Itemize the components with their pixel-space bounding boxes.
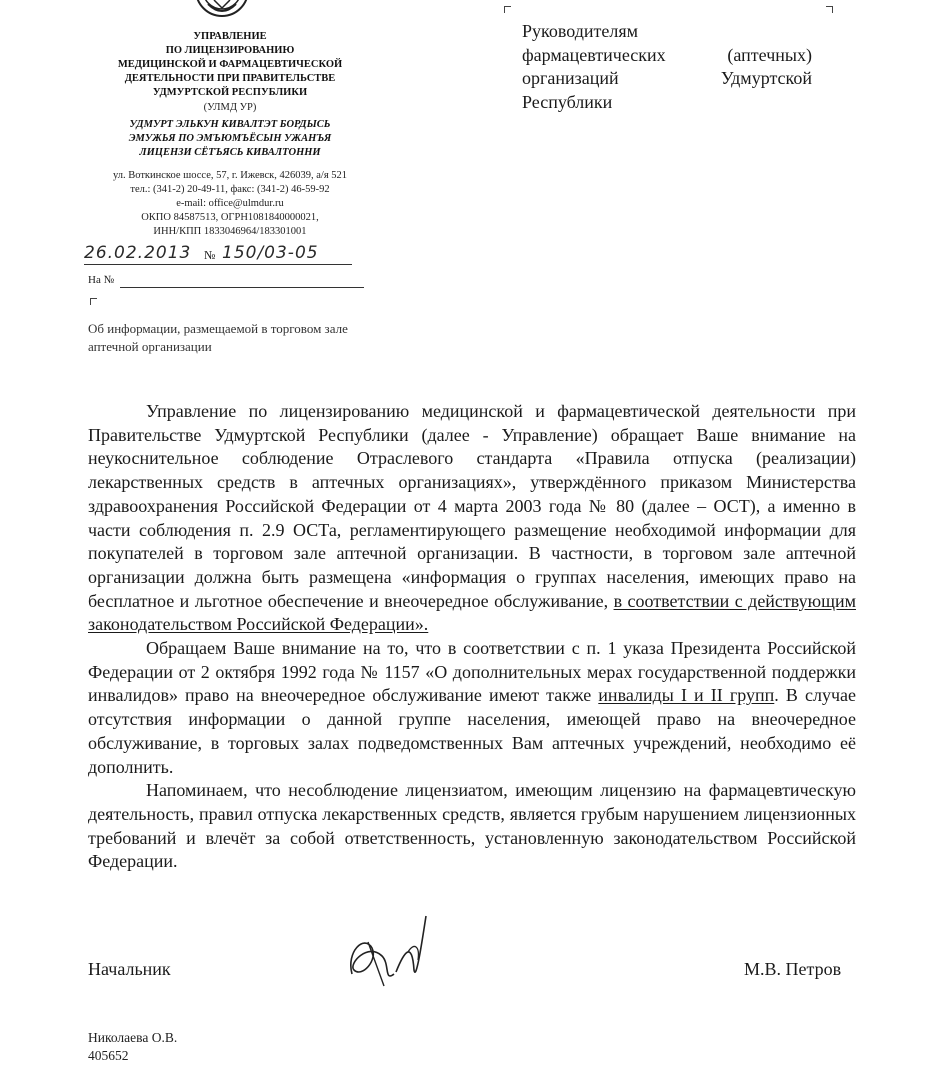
org-name-udmurt-line: ЭМУЖЬЯ ПО ЭМЪЮМЪЁСЫН УЖАНЪЯ	[128, 133, 332, 144]
letterhead-contacts	[80, 169, 380, 239]
underlined-text: инвалиды I и II групп	[598, 685, 775, 706]
addressee-corner-mark-right	[826, 6, 833, 13]
phone-line: тел.: (341-2) 20-49-11, факс: (341-2) 46-59-92	[130, 184, 330, 195]
email-line: e-mail: office@ulmdur.ru	[176, 198, 284, 209]
body-paragraph-3: Напоминаем, что несоблюдение лицензиатом, имеющим лицензию на фармацевтическую деятельность, правил отпуска лекарственных средств, является грубым нарушением лицензионных требований и влечёт за собой ответственность, установленную законодательством Российской Федерации.	[88, 780, 856, 872]
org-name-line: ДЕЯТЕЛЬНОСТИ ПРИ ПРАВИТЕЛЬСТВЕ	[124, 73, 336, 84]
outgoing-date: 26.02.2013	[84, 243, 192, 263]
handwritten-signature	[334, 912, 444, 994]
paragraph-text: . В случае отсутствия информации о данной группе населения, имеющей право на внеочередное обслуживание, в торговых залах подведомственных Вам аптечных учреждений, необходимо её дополнить.	[88, 685, 856, 777]
org-name-udmurt-line: ЛИЦЕНЗИ СЁТЪЯСЬ КИВАЛТОННИ	[139, 147, 321, 158]
letter-body	[88, 400, 856, 874]
org-name-line: УПРАВЛЕНИЕ	[193, 31, 267, 42]
addressee-corner-mark-left	[504, 6, 511, 13]
executor-block	[88, 1029, 177, 1065]
addressee-line: организаций Удмуртской	[522, 68, 812, 88]
body-paragraph-2	[88, 637, 856, 779]
org-name-line: МЕДИЦИНСКОЙ И ФАРМАЦЕВТИЧЕСКОЙ	[117, 59, 343, 70]
executor-name: Николаева О.В.	[88, 1030, 178, 1045]
letterhead-org-name-udmurt	[80, 118, 380, 160]
underlined-text: в соответствии с действующим законодательством Российской Федерации».	[88, 590, 857, 635]
addressee-line: Республики	[522, 91, 613, 112]
coat-of-arms-icon	[192, 0, 252, 20]
letter-subject: Об информации, размещаемой в торговом зале аптечной организации	[88, 321, 348, 354]
letterhead-org-name	[80, 30, 380, 100]
executor-phone: 405652	[88, 1048, 129, 1063]
signatory-name: М.В. Петров	[744, 959, 842, 979]
org-name-line: УДМУРТСКОЙ РЕСПУБЛИКИ	[152, 87, 308, 98]
okpo-line: ОКПО 84587513, ОГРН1081840000021,	[141, 212, 319, 223]
reply-to-label: На №	[88, 274, 115, 286]
body-paragraph-1	[88, 400, 856, 637]
paragraph-text: Обращаем Ваше внимание на то, что в соответствии с п. 1 указа Президента Российской Федерации от 2 октября 1992 года № 1157 «О дополнительных мерах государственной поддержки инвалидов» право на внеочередное обслуживание имеют также	[88, 638, 856, 706]
paragraph-text: Управление по лицензированию медицинской и фармацевтической деятельности при Правительстве Удмуртской Республики (далее - Управление) обращает Ваше внимание на неукоснительное соблюдение Отраслевого стандарта «Правила отпуска (реализации) лекарственных средств в аптечных организациях», утверждённого приказом Министерства здравоохранения Российской Федерации от 4 марта 2003 года № 80 (далее – ОСТ), а именно в части соблюдения п. 2.9 ОСТа, регламентирующего размещение необходимой информации для покупателей в торговом зале аптечной организации. В частности, в торговом зале аптечной организации должна быть размещена «информация о группах населения, имеющих право на бесплатное и льготное обеспечение и внеочередное обслуживание,	[88, 401, 856, 611]
addressee-block	[522, 20, 812, 114]
outgoing-number: 150/03-05	[222, 243, 319, 263]
addressee-line: Руководителям	[522, 21, 638, 41]
address-line: ул. Воткинское шоссе, 57, г. Ижевск, 426039, а/я 521	[112, 170, 348, 181]
addressee-line: фармацевтических (аптечных)	[522, 44, 812, 65]
subject-corner-mark	[90, 298, 97, 305]
date-underline	[84, 264, 352, 265]
org-abbreviation: (УЛМД УР)	[203, 102, 257, 113]
reply-to-underline	[120, 287, 364, 288]
signatory-title: Начальник	[88, 959, 171, 979]
inn-line: ИНН/КПП 1833046964/183301001	[153, 226, 307, 237]
org-name-line: ПО ЛИЦЕНЗИРОВАНИЮ	[165, 45, 295, 56]
number-sign: №	[204, 248, 216, 262]
org-name-udmurt-line: УДМУРТ ЭЛЬКУН КИВАЛТЭТ БОРДЫСЬ	[129, 119, 331, 130]
